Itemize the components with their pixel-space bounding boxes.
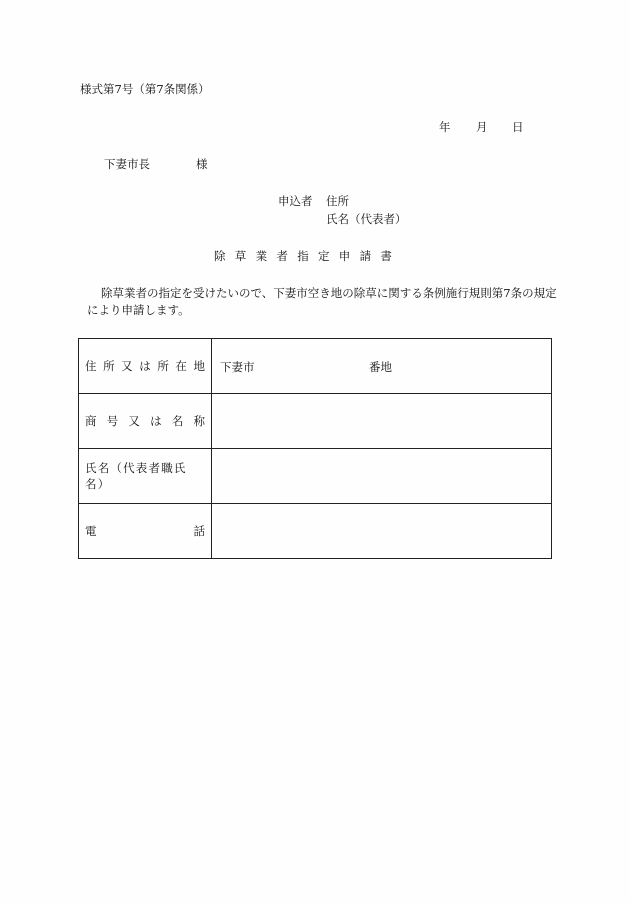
applicant-address-label: 住所 [326,194,349,208]
address-label-cell [79,339,212,394]
label-char: 地 [193,359,205,373]
form-number: 様式第7号（第7条関係） [80,82,210,96]
representative-value-field[interactable] [212,449,552,504]
table-row-trade-name [79,394,552,449]
label-char: 又 [128,414,140,428]
label-char: 名 [171,414,184,428]
label-char: 号 [106,414,119,428]
label-char: 住 [85,359,97,373]
application-details-table [78,338,552,559]
date-month-label: 月 [476,120,488,134]
phone-value-field[interactable] [212,504,552,559]
label-char: 話 [193,524,205,538]
date-day-label: 日 [512,120,524,134]
label-char: 又 [121,359,133,373]
label-char: 所 [157,359,169,373]
addressee-recipient: 下妻市長 [104,157,150,171]
address-city: 下妻市 [220,360,255,374]
label-char: 電 [85,524,97,538]
application-statement: 除草業者の指定を受けたいので、下妻市空き地の除草に関する条例施行規則第7条の規定により申請します。 [87,286,557,317]
trade-name-label [85,413,205,429]
table-row-phone [79,504,552,559]
table-row-representative [79,449,552,504]
address-value-field[interactable] [212,339,552,394]
applicant-name-label: 氏名（代表者） [326,212,407,226]
table-row-address [79,339,552,394]
label-char: 商 [85,414,97,428]
phone-label [85,523,205,539]
label-char: 在 [175,359,187,373]
applicant-block [278,193,428,233]
representative-label-cell [79,449,212,504]
applicant-label: 申込者 [278,194,313,208]
date-line [439,119,529,135]
trade-name-value-field[interactable] [212,394,552,449]
label-char: 所 [103,359,115,373]
address-lot-suffix: 番地 [369,360,392,374]
addressee-line [104,156,214,172]
label-char: 称 [193,414,205,428]
trade-name-label-cell [79,394,212,449]
label-char: は [150,414,162,428]
document-title: 除草業者指定申請書 [214,249,402,263]
addressee-honorific: 様 [196,157,208,171]
address-label [85,358,205,374]
label-char: は [139,359,151,373]
date-year-label: 年 [439,120,451,134]
phone-label-cell [79,504,212,559]
representative-label: 氏名（代表者職氏名） [85,461,187,491]
